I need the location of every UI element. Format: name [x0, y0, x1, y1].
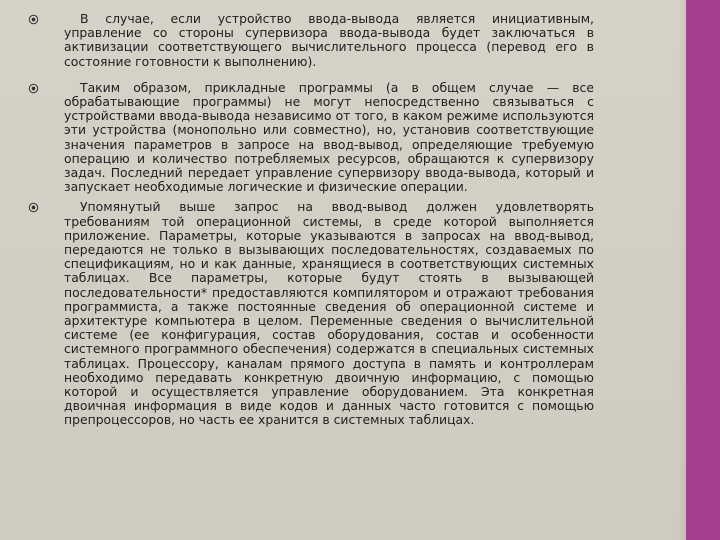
- accent-bar: [686, 0, 720, 540]
- paragraph-text: В случае, если устройство ввода-вывода является инициативным, управление со стороны супервизора ввода-вывода будет заключаться в активизации соответствующего вычислительного процесса (перевод его в состояние готовности к выполнению).: [64, 11, 594, 69]
- circled-bullet-icon: [28, 202, 39, 213]
- circled-bullet-icon: [28, 83, 39, 94]
- bullet-paragraph-3: [28, 200, 594, 427]
- bullet-paragraph-2: [28, 81, 594, 195]
- slide-content: [28, 12, 594, 432]
- circled-bullet-icon: [28, 14, 39, 25]
- bullet-paragraph-1: [28, 12, 594, 69]
- accent-bar-shadow: [678, 0, 686, 540]
- paragraph-text: Упомянутый выше запрос на ввод-вывод должен удовлетворять требованиям той операционной системы, в среде которой выполняется приложение. Параметры, которые указываются в запросах на ввод-вывод, передаются не только в вызывающих последовательностях, создаваемых по спецификациям, но и как данные, хранящиеся в соответствующих системных таблицах. Все параметры, которые будут стоять в вызывающей последовательности* предоставляются компилятором и отражают требования программиста, а также постоянные сведения об операционной системе и архитектуре компьютера в целом. Переменные сведения о вычислительной системе (ее конфигурация, состав оборудования, состав и особенности системного программного обеспечения) содержатся в специальных системных таблицах. Процессору, каналам прямого доступа в память и контроллерам необходимо передавать конкретную двоичную информацию, с помощью которой и осуществляется управление оборудованием. Эта конкретная двоичная информация в виде кодов и данных часто готовится с помощью препроцессоров, но часть ее хранится в системных таблицах.: [64, 199, 594, 428]
- paragraph-text: Таким образом, прикладные программы (а в общем случае — все обрабатывающие программы) не могут непосредственно связываться с устройствами ввода-вывода независимо от того, в каком режиме используются эти устройства (монопольно или совместно), но, установив соответствующие значения параметров в запросе на ввод-вывод, определяющие требуемую операцию и количество потребляемых ресурсов, обращаются к супервизору задач. Последний передает управление супервизору ввода-вывода, который и запускает необходимые логические и физические операции.: [64, 79, 594, 195]
